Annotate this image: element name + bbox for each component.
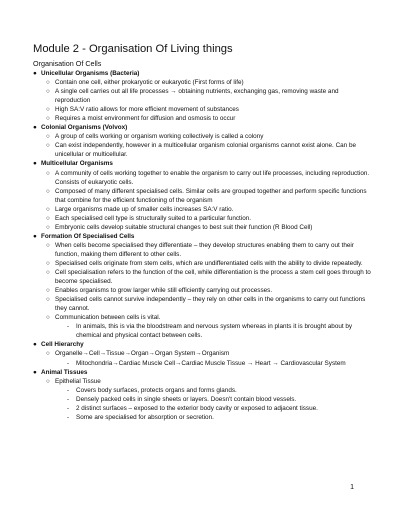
list-item [33, 214, 373, 223]
page-number: 1 [350, 484, 354, 491]
list-item-text: Embryonic cells develop suitable structural changes to best suit their function (R Blood Cell) [55, 223, 313, 231]
circle-bullet-icon: ○ [46, 223, 50, 231]
section-heading [33, 159, 373, 168]
list-item-text: Can exist independently, however in a multicellular organism colonial organisms cannot exist alone. Can be unicellular or multicellular. [55, 142, 357, 159]
list-item [33, 241, 373, 259]
section-heading-text: Cell Hierarchy [41, 341, 84, 349]
list-item [33, 87, 373, 105]
circle-bullet-icon: ○ [46, 350, 50, 358]
circle-bullet-icon: ○ [46, 214, 50, 222]
list-item [33, 377, 373, 386]
dash-bullet-icon: - [67, 386, 70, 394]
sub-list-item-text: Mitochondria→Cardiac Muscle Cell→Cardiac Muscle Tissue → Heart → Cardiovascular System [76, 359, 346, 367]
sub-list-item [33, 395, 373, 404]
list-item [33, 349, 373, 358]
section-heading-text: Colonial Organisms (Volvox) [41, 124, 128, 132]
bullet-icon: ● [33, 232, 37, 240]
circle-bullet-icon: ○ [46, 287, 50, 295]
bullet-icon: ● [33, 368, 37, 376]
page-title: Module 2 - Organisation Of Living things [33, 43, 233, 55]
circle-bullet-icon: ○ [46, 296, 50, 304]
dash-bullet-icon: - [67, 395, 70, 403]
page-subtitle: Organisation Of Cells [33, 59, 102, 68]
sub-list-item-text: Some are specialised for absorption or secretion. [76, 413, 214, 421]
list-item [33, 268, 373, 286]
list-item-text: Communication between cells is vital. [55, 314, 161, 322]
circle-bullet-icon: ○ [46, 314, 50, 322]
sub-list-item [33, 386, 373, 395]
circle-bullet-icon: ○ [46, 79, 50, 87]
dash-bullet-icon: - [67, 404, 70, 412]
list-item-text: Composed of many different specialised cells. Similar cells are grouped together and perform specific functions that combine for the efficient functioning of the organism [55, 187, 367, 204]
sub-list-item-text: Densely packed cells in single sheets or layers. Doesn't contain blood vessels. [76, 395, 297, 403]
list-item [33, 223, 373, 232]
circle-bullet-icon: ○ [46, 169, 50, 177]
list-item-text: A group of cells working or organism working collectively is called a colony [55, 133, 264, 141]
list-item [33, 114, 373, 123]
sub-list-item-text: 2 distinct surfaces – exposed to the exterior body cavity or exposed to adjacent tissue. [76, 404, 318, 412]
list-item-text: When cells become specialised they differentiate – they develop structures enabling them to carry out their function, making them different to other cells. [55, 241, 354, 258]
list-item-text: Requires a moist environment for diffusion and osmosis to occur [55, 115, 236, 123]
list-item [33, 205, 373, 214]
circle-bullet-icon: ○ [46, 205, 50, 213]
notes-body [33, 69, 373, 422]
section-heading [33, 123, 373, 132]
section-heading-text: Formation Of Specialised Cells [41, 232, 135, 240]
list-item-text: Large organisms made up of smaller cells increases SA:V ratio. [55, 205, 234, 213]
list-item [33, 105, 373, 114]
list-item [33, 141, 373, 159]
section-heading [33, 232, 373, 241]
list-item [33, 286, 373, 295]
circle-bullet-icon: ○ [46, 106, 50, 114]
sub-list-item [33, 322, 373, 340]
circle-bullet-icon: ○ [46, 241, 50, 249]
dash-bullet-icon: - [67, 323, 70, 331]
list-item-text: High SA:V ratio allows for more efficient movement of substances [55, 106, 239, 114]
circle-bullet-icon: ○ [46, 269, 50, 277]
section-heading-text: Unicellular Organisms (Bacteria) [41, 70, 140, 77]
circle-bullet-icon: ○ [46, 187, 50, 195]
circle-bullet-icon: ○ [46, 377, 50, 385]
list-item [33, 295, 373, 313]
dash-bullet-icon: - [67, 413, 70, 421]
section-heading [33, 69, 373, 78]
bullet-icon: ● [33, 70, 37, 77]
list-item-text: A community of cells working together to enable the organism to carry out life processes, including reproduction. Consists of eukaryotic cells. [55, 169, 370, 186]
list-item-text: Specialised cells cannot survive independently – they rely on other cells in the organisms to carry out functions they cannot. [55, 296, 366, 313]
list-item [33, 132, 373, 141]
list-item [33, 259, 373, 268]
list-item-text: Each specialised cell type is structurally suited to a particular function. [55, 214, 252, 222]
list-item-text: Cell specialisation refers to the function of the cell, while differentiation is the process a stem cell goes through to become specialised. [55, 269, 371, 286]
list-item-text: Contain one cell, either prokaryotic or eukaryotic (First forms of life) [55, 79, 244, 87]
sub-list-item-text: Covers body surfaces, protects organs and forms glands. [76, 386, 237, 394]
circle-bullet-icon: ○ [46, 88, 50, 96]
circle-bullet-icon: ○ [46, 259, 50, 267]
list-item [33, 78, 373, 87]
section-heading-text: Multicellular Organisms [41, 160, 113, 168]
list-item [33, 169, 373, 187]
circle-bullet-icon: ○ [46, 142, 50, 150]
sub-list-item [33, 404, 373, 413]
circle-bullet-icon: ○ [46, 115, 50, 123]
sub-list-item [33, 359, 373, 368]
list-item-text: Enables organisms to grow larger while still efficiently carrying out processes. [55, 287, 273, 295]
bullet-icon: ● [33, 341, 37, 349]
bullet-icon: ● [33, 160, 37, 168]
list-item-text: Epithelial Tissue [55, 377, 101, 385]
list-item [33, 313, 373, 322]
list-item-text: A single cell carries out all life processes → obtaining nutrients, exchanging gas, removing waste and reproduction [55, 88, 339, 105]
circle-bullet-icon: ○ [46, 133, 50, 141]
sub-list-item-text: In animals, this is via the bloodstream and nervous system whereas in plants it is brought about by chemical and physical contact between cells. [76, 323, 353, 340]
list-item [33, 187, 373, 205]
dash-bullet-icon: - [67, 359, 70, 367]
sub-list-item [33, 413, 373, 422]
section-heading-text: Animal Tissues [41, 368, 88, 376]
section-heading [33, 368, 373, 377]
bullet-icon: ● [33, 124, 37, 132]
list-item-text: Organelle→Cell→Tissue→Organ→Organ System→Organism [55, 350, 230, 358]
list-item-text: Specialised cells originate from stem cells, which are undifferentiated cells with the ability to divide repeatedly. [55, 259, 363, 267]
section-heading [33, 340, 373, 349]
